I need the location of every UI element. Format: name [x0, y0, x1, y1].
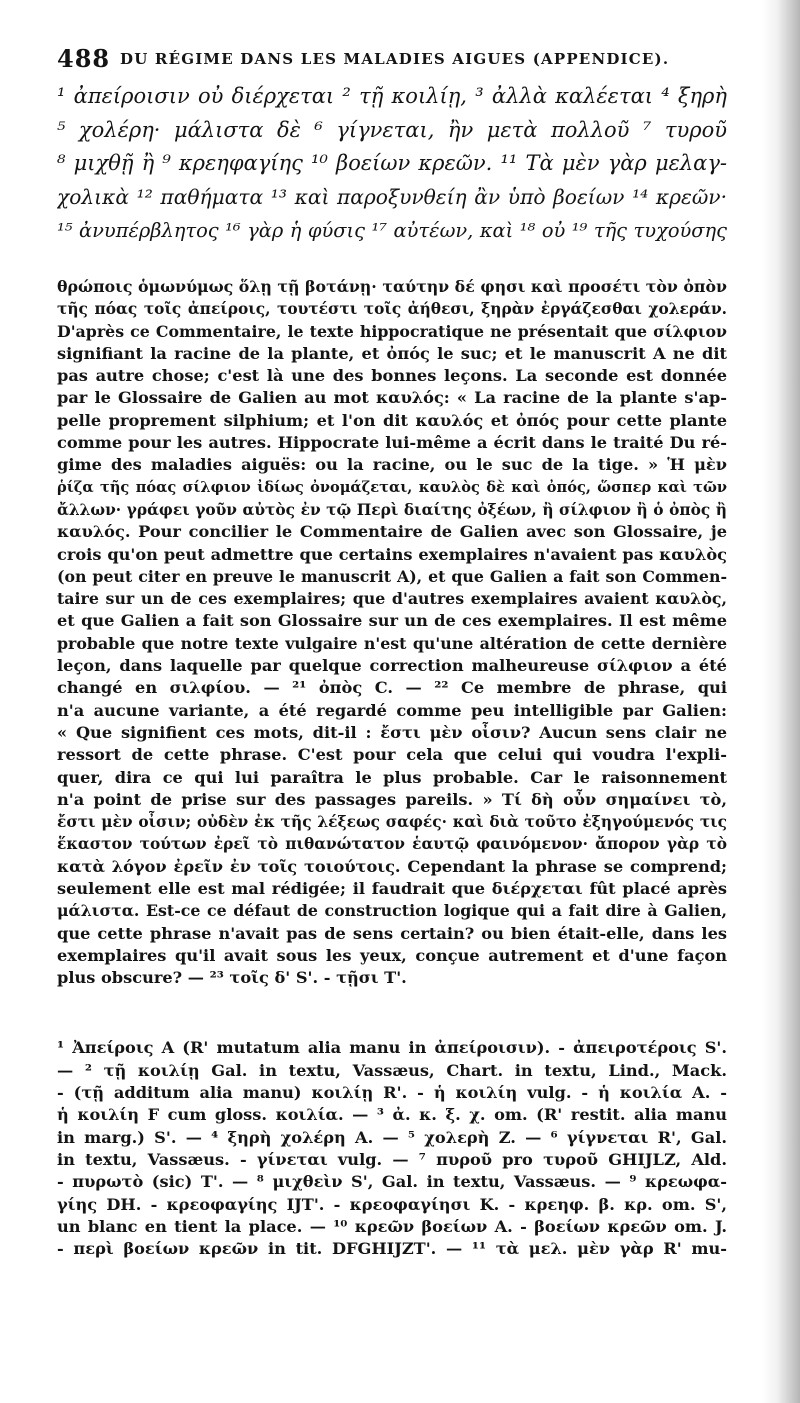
commentary-line: plus obscure? — ²³ τοῖς δ' S'. - τῇσι T'.: [57, 968, 407, 988]
commentary-line: probable que notre texte vulgaire n'est qu'une altération de cette dernière: [57, 633, 727, 653]
footnote-line: — ² τῇ κοιλίῃ Gal. in textu, Vassæus, Chart. in textu, Lind., Mack.: [57, 1060, 727, 1080]
commentary-line: gime des maladies aiguës: ou la racine, ou le suc de la tige. » Ἡ μὲν: [57, 455, 727, 475]
commentary-line: leçon, dans laquelle par quelque correction malheureuse σίλφιον a été: [57, 656, 727, 676]
footnote-line: - (τῇ additum alia manu) κοιλίῃ R'. - ἡ κοιλίη vulg. - ἡ κοιλία A. -: [57, 1083, 727, 1103]
footnote-line: - πυρωτὸ (sic) T'. — ⁸ μιχθεὶν S', Gal. in textu, Vassæus. — ⁹ κρεωφα-: [57, 1172, 727, 1192]
commentary-line: n'a aucune variante, a été regardé comme peu intelligible par Galien:: [57, 700, 727, 720]
commentary-line: (on peut citer en preuve le manuscrit A), et que Galien a fait son Commen-: [57, 566, 727, 586]
commentary-block: [57, 276, 727, 990]
book-page: [57, 40, 727, 1260]
commentary-line: comme pour les autres. Hippocrate lui-même a écrit dans le traité Du ré-: [57, 433, 727, 453]
commentary-line: changé en σιλφίου. — ²¹ ὀπὸς C. — ²² Ce membre de phrase, qui: [57, 678, 727, 698]
running-title: DU RÉGIME DANS LES MALADIES AIGUES (APPENDICE).: [120, 50, 670, 68]
commentary-line: pelle proprement silphium; et l'on dit καυλός et ὀπός pour cette plante: [57, 410, 727, 430]
footnote-line: ¹ Ἀπείροις A (R' mutatum alia manu in ἀπείροισιν). - ἀπειροτέροις S'.: [57, 1038, 727, 1058]
footnote-line: in textu, Vassæus. - γίνεται vulg. — ⁷ πυροῦ pro τυροῦ GHIJLZ, Ald.: [57, 1149, 727, 1169]
commentary-line: crois qu'on peut admettre que certains exemplaires n'avaient pas καυλὸς: [57, 544, 727, 564]
commentary-line: « Que signifient ces mots, dit-il : ἔστι μὲν οἶσιν? Aucun sens clair ne: [57, 722, 727, 742]
commentary-line: ῥίζα τῆς πόας σίλφιον ἰδίως ὀνομάζεται, καυλὸς δὲ καὶ ὀπός, ὥσπερ καὶ τῶν: [57, 478, 727, 496]
page-number: 488: [57, 44, 111, 73]
commentary-line: ressort de cette phrase. C'est pour cela que celui qui voudra l'expli-: [57, 745, 727, 765]
book-gutter-shadow: [762, 0, 800, 1403]
commentary-line: signifiant la racine de la plante, et ὀπός le suc; et le manuscrit A ne dit: [57, 343, 727, 363]
commentary-line: D'après ce Commentaire, le texte hippocratique ne présentait que σίλφιον: [57, 321, 727, 341]
running-head: [57, 40, 727, 80]
greek-text-line: χολικὰ ¹² παθήματα ¹³ καὶ παροξυνθείη ἂν ὑπὸ βοείων ¹⁴ κρεῶν·: [57, 184, 727, 209]
greek-text-line: ⁵ χολέρη· μάλιστα δὲ ⁶ γίγνεται, ἢν μετὰ πολλοῦ ⁷ τυροῦ: [57, 117, 727, 142]
greek-text-line: ¹ ἀπείροισιν οὐ διέρχεται ² τῇ κοιλίῃ, ³ ἀλλὰ καλέεται ⁴ ξηρὴ: [57, 84, 727, 108]
commentary-line: n'a point de prise sur des passages pareils. » Τί δὴ οὖν σημαίνει τὸ,: [57, 789, 727, 809]
footnote-line: γίης DH. - κρεοφαγίης IJT'. - κρεοφαγίησι K. - κρεηφ. β. κρ. om. S',: [57, 1194, 727, 1214]
footnote-line: un blanc en tient la place. — ¹⁰ κρεῶν βοείων A. - βοείων κρεῶν om. J.: [57, 1216, 727, 1236]
footnote-line: in marg.) S'. — ⁴ ξηρὴ χολέρη A. — ⁵ χολερὴ Z. — ⁶ γίγνεται R', Gal.: [57, 1127, 727, 1147]
footnote-line: ἡ κοιλίη F cum gloss. κοιλία. — ³ ἀ. κ. ξ. χ. om. (R' restit. alia manu: [57, 1105, 727, 1125]
commentary-line: κατὰ λόγον ἐρεῖν ἐν τοῖς τοιούτοις. Cependant la phrase se comprend;: [57, 856, 727, 876]
greek-text-line: ¹⁵ ἀνυπέρβλητος ¹⁶ γὰρ ἡ φύσις ¹⁷ αὐτέων, καὶ ¹⁸ οὐ ¹⁹ τῆς τυχούσης: [57, 219, 727, 243]
commentary-line: μάλιστα. Est-ce ce défaut de construction logique qui a fait dire à Galien,: [57, 901, 727, 921]
greek-text-block: [57, 80, 727, 248]
greek-text-line: ⁸ μιχθῇ ἢ ⁹ κρεηφαγίης ¹⁰ βοείων κρεῶν. ¹¹ Τὰ μὲν γὰρ μελαγ-: [57, 151, 727, 176]
commentary-line: pas autre chose; c'est là une des bonnes leçons. La seconde est donnée: [57, 366, 727, 386]
commentary-line: ἔστι μὲν οἶσιν; οὐδὲν ἐκ τῆς λέξεως σαφές· καὶ διὰ τοῦτο ἐξηγούμενός τις: [57, 813, 727, 832]
footnotes-block: [57, 1037, 727, 1260]
commentary-line: θρώποις ὁμωνύμως ὅλῃ τῇ βοτάνῃ· ταύτην δέ φησι καὶ προσέτι τὸν ὀπὸν: [57, 276, 727, 296]
commentary-line: exemplaires qu'il avait sous les yeux, conçue autrement et d'une façon: [57, 945, 727, 965]
commentary-line: τῆς πόας τοῖς ἀπείροις, τουτέστι τοῖς ἀήθεσι, ξηρὰν ἐργάζεσθαι χολεράν.: [57, 300, 727, 319]
commentary-line: ἄλλων· γράφει γοῦν αὐτὸς ἐν τῷ Περὶ διαίτης ὀξέων, ἢ σίλφιον ἢ ὁ ὀπὸς ἢ: [57, 500, 727, 519]
commentary-line: seulement elle est mal rédigée; il faudrait que διέρχεται fût placé après: [57, 878, 727, 898]
commentary-line: taire sur un de ces exemplaires; que d'autres exemplaires avaient καυλὸς,: [57, 589, 727, 609]
commentary-line: ἕκαστον τούτων ἐρεῖ τὸ πιθανώτατον ἑαυτῷ φαινόμενον· ἄπορον γὰρ τὸ: [57, 835, 727, 854]
commentary-line: par le Glossaire de Galien au mot καυλός: « La racine de la plante s'ap-: [57, 388, 727, 408]
commentary-line: quer, dira ce qui lui paraîtra le plus probable. Car le raisonnement: [57, 767, 727, 787]
commentary-line: que cette phrase n'avait pas de sens certain? ou bien était-elle, dans les: [57, 923, 727, 943]
footnote-line: - περὶ βοείων κρεῶν in tit. DFGHIJZT'. — ¹¹ τὰ μελ. μὲν γὰρ R' mu-: [57, 1239, 727, 1259]
commentary-line: et que Galien a fait son Glossaire sur un de ces exemplaires. Il est même: [57, 611, 727, 631]
commentary-line: καυλός. Pour concilier le Commentaire de Galien avec son Glossaire, je: [57, 522, 727, 542]
